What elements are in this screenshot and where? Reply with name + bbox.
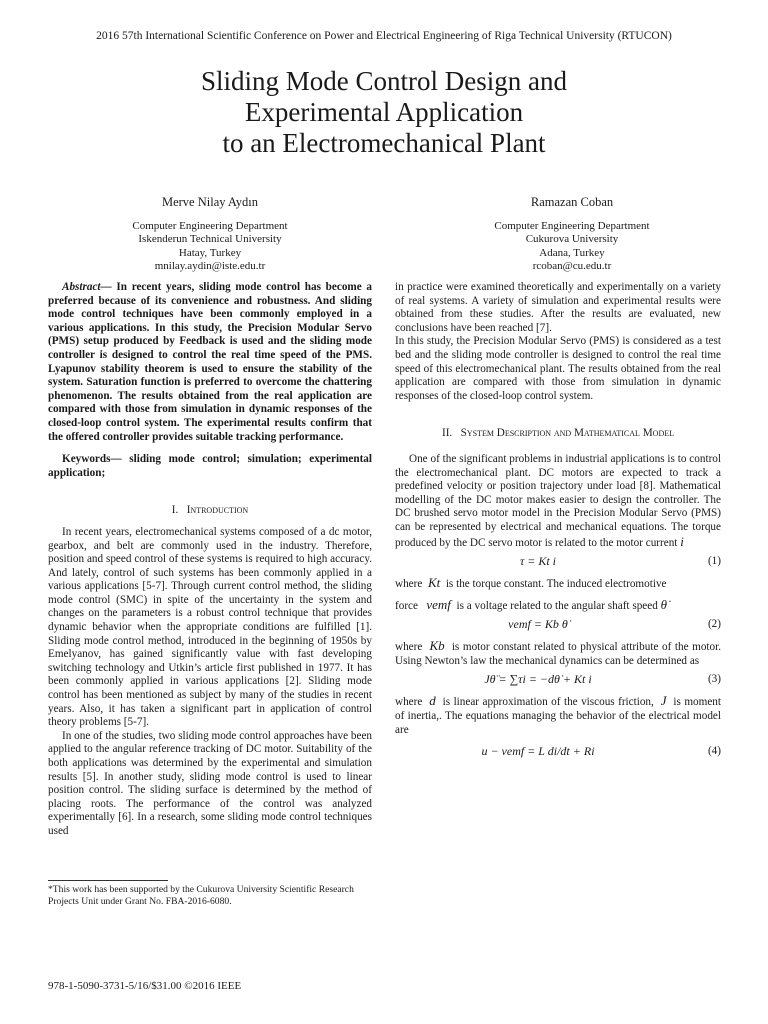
author-univ: Iskenderun Technical University <box>138 233 282 246</box>
equation-1-body: τ = Kt i <box>519 554 557 569</box>
keywords: Keywords— sliding mode control; simulation; experimental application; <box>48 453 372 479</box>
section-heading-system <box>395 427 721 441</box>
system-paragraph <box>395 453 721 550</box>
footnote: *This work has been supported by the Cukurova University Scientific Research Projects Unit under Grant No. FBA-2016-6080. <box>48 884 354 907</box>
equation-4-body: u − vemf = L di/dt + Ri <box>481 744 595 759</box>
author-name: Ramazan Coban <box>530 195 614 209</box>
section-title: System Description and Mathematical Model <box>460 427 675 440</box>
var-j: J <box>660 693 667 709</box>
abstract-label: Abstract— <box>62 281 112 293</box>
equation-2-body: vemf = Kb θ̇ <box>508 617 568 632</box>
equation-1-number: (1) <box>707 555 721 568</box>
intro-paragraph-1: In recent years, electromechanical systems composed of a dc motor, gearbox, and belt are commonly used in the industry. Therefore, position and speed control of these systems is required to high accuracy. And lately, control of such systems has been commonly applied in a various applications [5-7]. Through current control method, the sliding mode control (SMC) in spite of the uncertainty in the system and changes on the parameters is a robust control technique that provides dynamic behavior when the appropriate conditions are fulfilled [1]. Sliding mode control method, introduced in the beginning of 1950s by Emelyanov, has gained significantly value with fast developing switching technology and Utkin’s article first published in 1977. It has been commonly applied in various applications [2]. Sliding mode control has been mentioned as subject by many of the studies in recent years. Also, it has taken a significant part in application of control theory problems [5-7]. <box>48 525 372 729</box>
text-force: force <box>395 599 418 612</box>
text-force-desc: is a voltage related to the angular shaft speed <box>456 599 658 612</box>
author-dept: Computer Engineering Department <box>132 219 288 232</box>
author-email: rcoban@cu.edu.tr <box>532 260 612 273</box>
text-where: where <box>395 696 423 709</box>
section-title: Introduction <box>186 504 249 517</box>
equation-1 <box>395 550 721 576</box>
var-d: d <box>429 693 436 709</box>
system-text: One of the significant problems in industrial applications is to control the electromechanical plant. DC motors are expected to track a predefined velocity or position trajectory under load [8]. Mathematical modelling of the DC motor makes easier to design the controller. The DC brushed servo motor model in the Precision Modular Servo (PMS) can be represented by electrical and mechanical equations. The torque produced by the DC servo motor is related to the motor current <box>395 452 721 549</box>
abstract <box>48 281 372 444</box>
author-block-2 <box>422 196 722 274</box>
author-name: Merve Nilay Aydın <box>161 195 259 209</box>
paper-title <box>0 66 768 159</box>
footnote-rule <box>48 880 168 881</box>
author-city: Adana, Turkey <box>539 246 605 259</box>
author-block-1 <box>60 196 360 274</box>
equation-4-number: (4) <box>707 745 721 758</box>
author-univ: Cukurova University <box>525 233 619 246</box>
title-line-3: to an Electromechanical Plant <box>222 128 546 158</box>
equation-2-number: (2) <box>707 618 721 631</box>
text-where: where <box>395 641 423 654</box>
conference-header: 2016 57th International Scientific Conference on Power and Electrical Engineering of Riga Technical University (RTUCON) <box>96 30 672 42</box>
var-theta-dot: θ̇ <box>660 596 668 612</box>
title-line-2: Experimental Application <box>244 97 524 127</box>
copyright-footer: 978-1-5090-3731-5/16/$31.00 ©2016 IEEE <box>48 980 242 992</box>
equation-3 <box>395 668 721 694</box>
equation-2 <box>395 613 721 639</box>
right-column <box>395 281 721 769</box>
text-kt-desc: is the torque constant. The induced electromotive <box>445 578 667 591</box>
var-i: i <box>680 533 684 549</box>
equation-3-number: (3) <box>707 673 721 686</box>
author-dept: Computer Engineering Department <box>494 219 650 232</box>
var-vemf: vemf <box>426 596 451 612</box>
where-kb-text <box>395 639 721 668</box>
right-paragraph-2: In this study, the Precision Modular Servo (PMS) is considered as a test bed and the sliding mode controller is designed to control the real time speed of this electromechanical plant. The results obtained from the real application are compared with those from simulation in dynamic responses of the closed-loop control system. <box>395 335 721 402</box>
left-column <box>48 281 372 839</box>
section-number: I. <box>171 504 179 517</box>
var-kb: Kb <box>429 638 445 654</box>
section-number: II. <box>441 427 453 440</box>
abstract-text: In recent years, sliding mode control has become a preferred because of its convenience and robustness. And sliding mode control techniques have been commonly employed in a various applications. In this study, the Precision Modular Servo (PMS) setup produced by Feedback is used and the sliding mode controller is designed to control the real time speed of the PMS. Lyapunov stability theorem is used to ensure the stability of the system. Saturation function is preferred to overcome the chattering phenomenon. The results obtained from the real application are compared with those from simulation in dynamic responses of the closed-loop control system. The experimental results confirm that the offered controller provides suitable tracking performance. <box>48 281 372 443</box>
equation-3-body: Jθ̈ = ∑τi = −dθ̇ + Kt i <box>484 672 592 687</box>
var-kt: Kt <box>427 575 441 591</box>
equation-4 <box>395 737 721 769</box>
section-heading-intro <box>48 504 372 518</box>
text-j-desc: is moment of inertia,. The equations managing the behavior of the electrical model are <box>395 696 722 736</box>
author-city: Hatay, Turkey <box>178 246 242 259</box>
text-d-desc: is linear approximation of the viscous friction, <box>442 696 654 709</box>
intro-paragraph-2: In one of the studies, two sliding mode control approaches have been applied to the angular reference tracking of DC motor. Suitability of the both applications was determined by the experimental and simulation results [5]. In another study, sliding mode control is used to linear position control. The sliding surface is determined by the method of placing roots. The performance of the control was analyzed experimentally [6]. In a research, some sliding mode control techniques used <box>48 729 372 837</box>
where-kt-text <box>395 576 721 592</box>
right-paragraph-1: in practice were examined theoretically and experimentally on a variety of real systems. A variety of simulation and experimental results were obtained from these studies. After the results are evaluated, new conclusions have been reached [7]. <box>395 281 721 334</box>
where-d-text <box>395 694 721 737</box>
title-line-1: Sliding Mode Control Design and <box>201 66 567 96</box>
text-kb-desc: is motor constant related to physical attribute of the motor. Using Newton’s law the mechanical dynamics can be determined as <box>395 641 722 667</box>
author-email: mnilay.aydin@iste.edu.tr <box>154 260 266 273</box>
text-where: where <box>395 578 423 591</box>
force-text <box>395 598 721 614</box>
